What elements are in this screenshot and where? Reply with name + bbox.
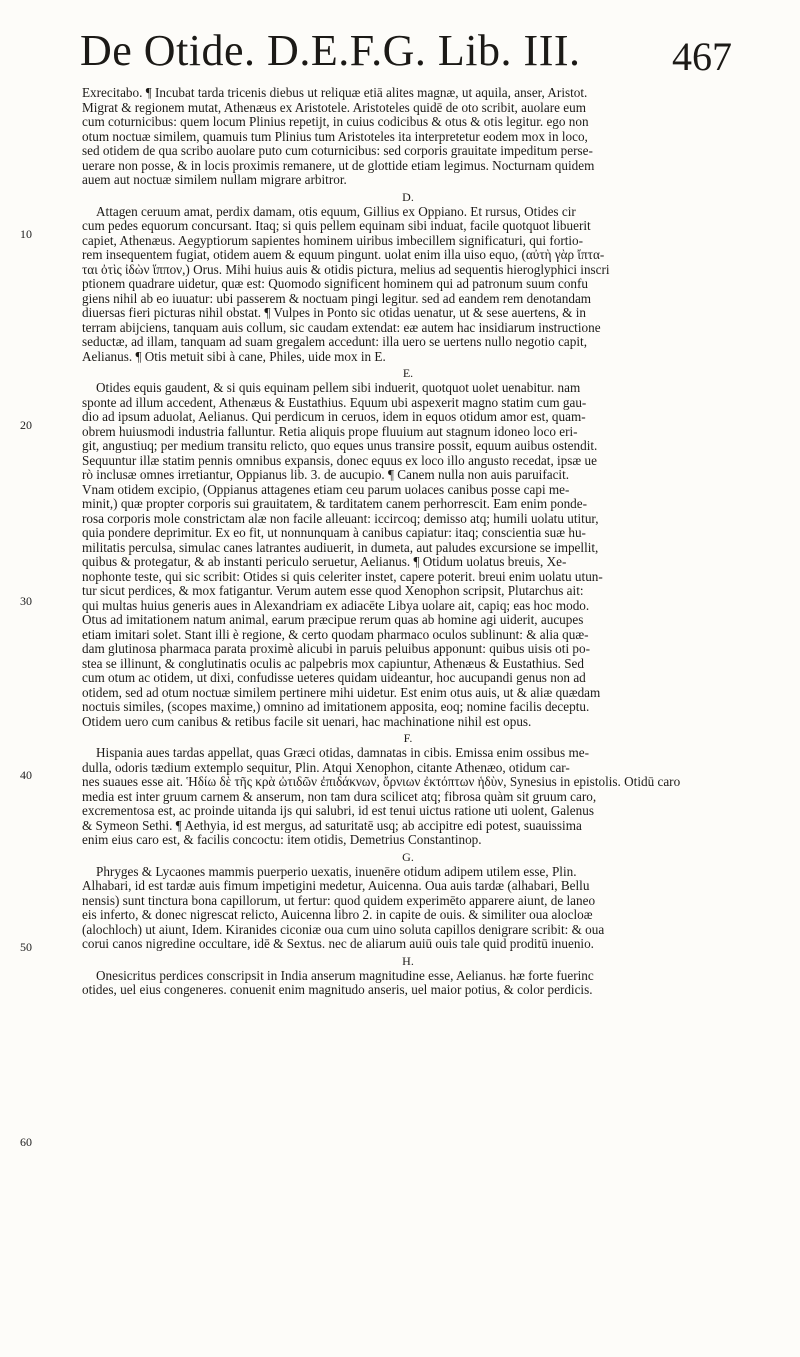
text-line: quibus & protegatur, & ab instanti periculo seruetur, Aelianus. ¶ Otidum uolatus breuis, Xe-	[82, 555, 567, 569]
text-line: stea se illinunt, & conglutinatis oculis ac palpebris mox capiuntur, Athenæus & Eustathius. Sed	[82, 656, 584, 671]
margin-line-number: 20	[20, 418, 32, 432]
text-line: militatis perculsa, simulac canes latrantes audiuerit, in dumeta, aut paludes excursione se impellit,	[82, 540, 599, 555]
text-line: Aelianus. ¶ Otis metuit sibi à cane, Philes, uide mox in E.	[82, 349, 386, 364]
text-line: noctuis similes, (scopes maxime,) omnino ad imitationem apposita, eoq; nomine facilis deceptu.	[82, 700, 590, 714]
text-line: obrem huiusmodi industria falluntur. Retia aliquis prope fluuium aut stagnum idoneo loco eri-	[82, 424, 578, 439]
text-line: seductæ, ad illam, tanquam ad suam gregalem accedunt: illa uero se uertens nullo negotio capit,	[82, 335, 587, 349]
text-line: Onesicritus perdices conscripsit in India anserum magnitudine esse, Aelianus. hæ forte fuerinc	[96, 968, 594, 983]
section-letter: F.	[403, 731, 413, 745]
text-line: etiam imitari solet. Stant illi è regione, & certo quodam pharmaco oculos sublinunt: & alia quæ-	[82, 627, 589, 642]
page-header	[80, 22, 740, 82]
text-line: Otidem uero cum canibus & retibus facile sit uenari, hac machinatione nihil est opus.	[82, 714, 532, 729]
text-line: ται ὀτὶς ἰδὼν ἵππον,) Orus. Mihi huius auis & otidis pictura, melius ad sequentis hieroglyphici inscri	[82, 262, 610, 277]
margin-line-number: 10	[20, 227, 32, 241]
text-line: Hispania aues tardas appellat, quas Græci otidas, damnatas in cibis. Emissa enim ossibus me-	[96, 746, 589, 760]
text-line: sed otidem de qua scribo auolare puto cum coturnicibus: sed corporis grauitate impeditum perse-	[82, 144, 593, 158]
text-line: rosa corporis mole constrictam alæ non facile alleuant: iccircoq; demisso atq; humili uolatu utitur,	[82, 511, 599, 526]
page-number: 467	[672, 34, 732, 79]
text-line: uerare non posse, & in locis proximis remanere, ut de glottide etiam legimus. Nocturnam quidem	[82, 158, 595, 173]
text-line: & Symeon Sethi. ¶ Aethyia, id est mergus, ad saturitatē usq; ab accipitre edi potest, suauissima	[82, 818, 582, 833]
text-line: nes suaues esse ait. Ἡδίω δὲ τῆς κρὰ ὠτιδῶν ἐπιδάκνων, ὄρνιων ἐκτόπτων ἡδὺν, Synesius in epistolis. Otidū caro	[82, 775, 681, 789]
text-line: Vnam otidem excipio, (Oppianus attagenes etiam ceu parum uolaces canibus posse capi me-	[82, 482, 570, 497]
text-section	[82, 364, 734, 729]
margin-line-number: 60	[20, 1135, 32, 1149]
text-section	[82, 188, 734, 365]
text-line: otum noctuæ similem, quamuis tum Plinius tum Aristoteles ita interpretetur eodem mox in loco,	[82, 129, 588, 144]
text-line: sponte ad illum accedent, Athenæus & Eustathius. Equum ubi aspexerit magno statim cum gau-	[82, 395, 587, 410]
text-line: cum otum ac otidem, ut dixi, confudisse ueteres quidam uideantur, hoc aucupandi genus non ad	[82, 671, 586, 685]
text-line: otides, uel eius congeneres. conuenit enim magnitudo anseris, uel maior potius, & color perdicis.	[82, 983, 593, 997]
text-line: dio ad ipsum aduolat, Aelianus. Qui perdicum in ceruos, idem in equos otidum amor est, quam-	[82, 410, 586, 424]
running-title: De Otide. D.E.F.G. Lib. III.	[80, 26, 581, 75]
text-line: dam glutinosa pharmaca parata proximè alicubi in paruis peluibus apponunt: quibus uisis oti po-	[82, 642, 590, 656]
text-line: dulla, odoris tædium extemplo sequitur, Plin. Atqui Xenophon, citante Athenæo, otidum car-	[82, 760, 570, 775]
text-line: auem aut noctuæ similem nullam migrare arbitror.	[82, 173, 347, 187]
text-line: quia pondere deprimitur. Ex eo fit, ut nonnunquam à canibus capiatur: itaq; conscientia suæ hu-	[82, 526, 586, 540]
text-section	[82, 952, 734, 998]
text-line: rò inclusæ omnes irretiantur, Oppianus lib. 3. de aucupio. ¶ Canem nulla non auis paruifacit.	[82, 468, 570, 482]
text-line: eis inferto, & donec nigrescat relicto, Auicenna libro 2. in capite de ouis. & similiter oua alocloæ	[82, 908, 593, 922]
text-line: otidem, sed ad otum noctuæ similem pertinere mihi uidetur. Est enim otus auis, ut & aliæ quædam	[82, 685, 601, 700]
margin-line-number: 50	[20, 940, 32, 954]
text-line: Sequuntur illæ statim pennis omnibus expansis, donec equus ex loco illo angusto recedat, ipsæ ue	[82, 453, 597, 468]
margin-line-number: 30	[20, 594, 32, 608]
text-line: cum pedes equorum concursant. Itaq; si quis pellem equinam sibi induat, facile quotquot libuerit	[82, 219, 591, 233]
text-line: terram abijciens, tanquam auis collum, sic caudam extendat: eæ autem hac insidiarum instructione	[82, 320, 601, 335]
section-letter: E.	[402, 366, 414, 380]
text-line: giens nihil ab eo iuuatur: ubi passerem & noctuam pingi legitur. sed ad eandem rem denotandam	[82, 291, 592, 306]
text-line: tur sicut perdices, & mox fatigantur. Verum autem esse quod Xenophon scripsit, Plutarchus ait:	[82, 584, 584, 598]
text-line: diuersas fieri picturas nihil obstat. ¶ Vulpes in Ponto sic otidas uenatur, ut & sese auertens, & in	[82, 306, 586, 320]
text-line: Alhabari, id est tardæ auis fimum impetigini medetur, Auicenna. Oua auis tardæ (alhabari, Bellu	[82, 879, 590, 893]
text-section	[82, 86, 734, 188]
text-line: nophonte teste, qui sic scribit: Otides si quis celeriter instet, capere poterit. breui enim uolatu utun-	[82, 569, 603, 584]
text-line: nensis) sunt tinctura bona capillorum, ut fertur: quod quidem experimēto apparere aiunt, de laneo	[82, 893, 596, 908]
text-line: (alochloch) ut aiunt, Idem. Kiranides ciconiæ oua cum uino soluta capillos denigrare scribit: & oua	[82, 922, 605, 937]
text-line: cum coturnicibus: quem locum Plinius repetijt, in cuius codicibus & otus & otis legitur. ego non	[82, 115, 589, 129]
text-line: Phryges & Lycaones mammis puerperio uexatis, inuenēre otidum adipem utilem esse, Plin.	[96, 864, 577, 879]
text-line: rem insequentem fugiat, otidem auem & equum pingunt. uolat enim illa uiso equo, (αὐτὴ γὰρ ἴπτα-	[82, 248, 605, 262]
body-text	[82, 86, 734, 998]
text-line: enim eius caro est, & facilis concoctu: item otidis, Demetrius Constantinop.	[82, 833, 482, 847]
text-line: git, angustiuq; per medium transitu relicto, quo eques unus transire possit, equum auibus ostendit.	[82, 439, 598, 453]
text-line: Migrat & regionem mutat, Athenæus ex Aristotele. Aristoteles quidē de oto scribit, auolare eum	[82, 100, 586, 115]
text-section	[82, 729, 734, 848]
section-letter: G.	[402, 849, 414, 864]
text-line: excrementosa est, ac proinde uitanda ijs qui salubri, id est tenui uictus ratione uti uolent, Galenus	[82, 804, 594, 818]
margin-line-number: 40	[20, 768, 32, 782]
section-letter: D.	[402, 189, 414, 204]
text-line: Attagen ceruum amat, perdix damam, otis equum, Gillius ex Oppiano. Et rursus, Otides cir	[96, 204, 576, 219]
text-line: capiet, Athenæus. Aegyptiorum sapientes hominem uiribus imbecillem significaturi, qui fortio-	[82, 233, 584, 248]
text-line: media est inter gruum carnem & anserum, non tam dura scilicet atq; fibrosa quàm sit gruum caro,	[82, 789, 597, 804]
text-line: Otus ad imitationem natum animal, earum præcipue rerum quas ab homine agi uiderit, aucupes	[82, 613, 584, 627]
text-line: Exrecitabo. ¶ Incubat tarda tricenis diebus ut reliquæ etiā alites magnæ, ut aquila, anser, Aristot.	[82, 86, 588, 100]
text-line: Otides equis gaudent, & si quis equinam pellem sibi induerit, quotquot uolet uenabitur. nam	[96, 381, 581, 395]
text-line: ptionem quadrare uidetur, quæ est: Quomodo significent hominem qui ad patronum suum confu	[82, 277, 588, 291]
text-line: corui canos nigredine occultare, idē & Sextus. nec de aliarum auiū ouis tale quid proditū inuenio.	[82, 937, 594, 951]
text-line: minit,) quæ propter corporis sui grauitatem, & tarditatem canem perhorrescit. Eam enim ponde-	[82, 497, 588, 511]
section-letter: H.	[402, 953, 414, 968]
text-line: qui multas huius generis aues in Alexandriam ex adiacēte Libya uolare ait, capiq; eas hoc modo.	[82, 598, 590, 613]
text-section	[82, 848, 734, 952]
